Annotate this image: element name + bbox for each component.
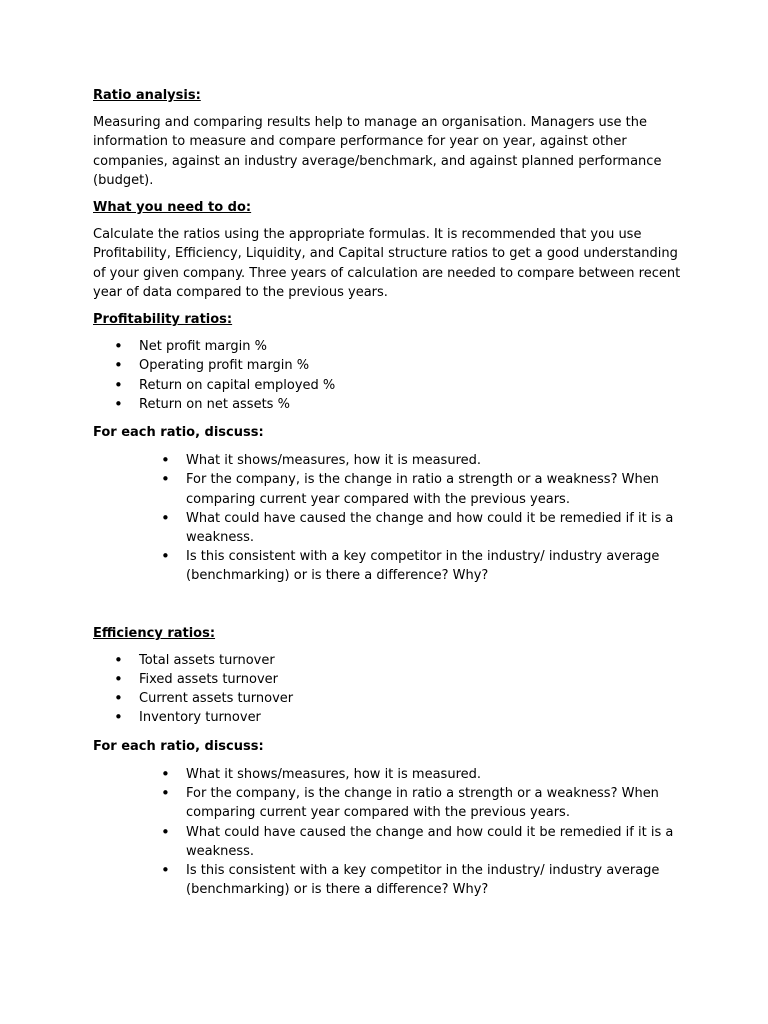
list-item: • Inventory turnover [93,708,683,727]
list-item: • Operating profit margin % [93,356,683,375]
document-page [93,86,683,908]
list-item: • For the company, is the change in ratio a strength or a weakness? When comparing current year compared with the previous years. [93,470,683,508]
list-item: • Return on net assets % [93,395,683,414]
what-you-need-heading: What you need to do: [93,200,252,216]
list-item: • Current assets turnover [93,689,683,708]
list-item: • What could have caused the change and how could it be remedied if it is a weakness. [93,509,683,547]
list-item: • What could have caused the change and how could it be remedied if it is a weakness. [93,823,683,861]
efficiency-discuss-heading: For each ratio, discuss: [93,738,264,754]
profitability-heading: Profitability ratios: [93,312,233,328]
list-item: • What it shows/measures, how it is measured. [93,765,683,784]
list-item: • Is this consistent with a key competitor in the industry/ industry average (benchmarking) or is there a difference? Why? [93,861,683,899]
list-item: • Net profit margin % [93,337,683,356]
list-item: • Fixed assets turnover [93,670,683,689]
efficiency-discuss-list [93,765,683,899]
efficiency-heading: Efficiency ratios: [93,625,216,641]
profitability-discuss-heading: For each ratio, discuss: [93,425,264,441]
profitability-list [93,337,683,414]
list-item: • Return on capital employed % [93,376,683,395]
list-item: • Is this consistent with a key competitor in the industry/ industry average (benchmarking) or is there a difference? Why? [93,547,683,585]
list-item: • Total assets turnover [93,651,683,670]
ratio-analysis-heading: Ratio analysis: [93,88,201,103]
list-item: • What it shows/measures, how it is measured. [93,451,683,470]
efficiency-list [93,651,683,728]
profitability-discuss-list [93,451,683,585]
todo-paragraph: Calculate the ratios using the appropriate formulas. It is recommended that you use Profitability, Efficiency, Liquidity, and Capital structure ratios to get a good understanding of your given company. Three years of calculation are needed to compare between recent year of data compared to the previous years. [93,227,681,300]
section-spacer [93,595,683,624]
list-item: • For the company, is the change in ratio a strength or a weakness? When comparing current year compared with the previous years. [93,784,683,822]
intro-paragraph: Measuring and comparing results help to manage an organisation. Managers use the information to measure and compare performance for year on year, against other companies, against an industry average/benchmark, and against planned performance (budget). [93,115,662,188]
